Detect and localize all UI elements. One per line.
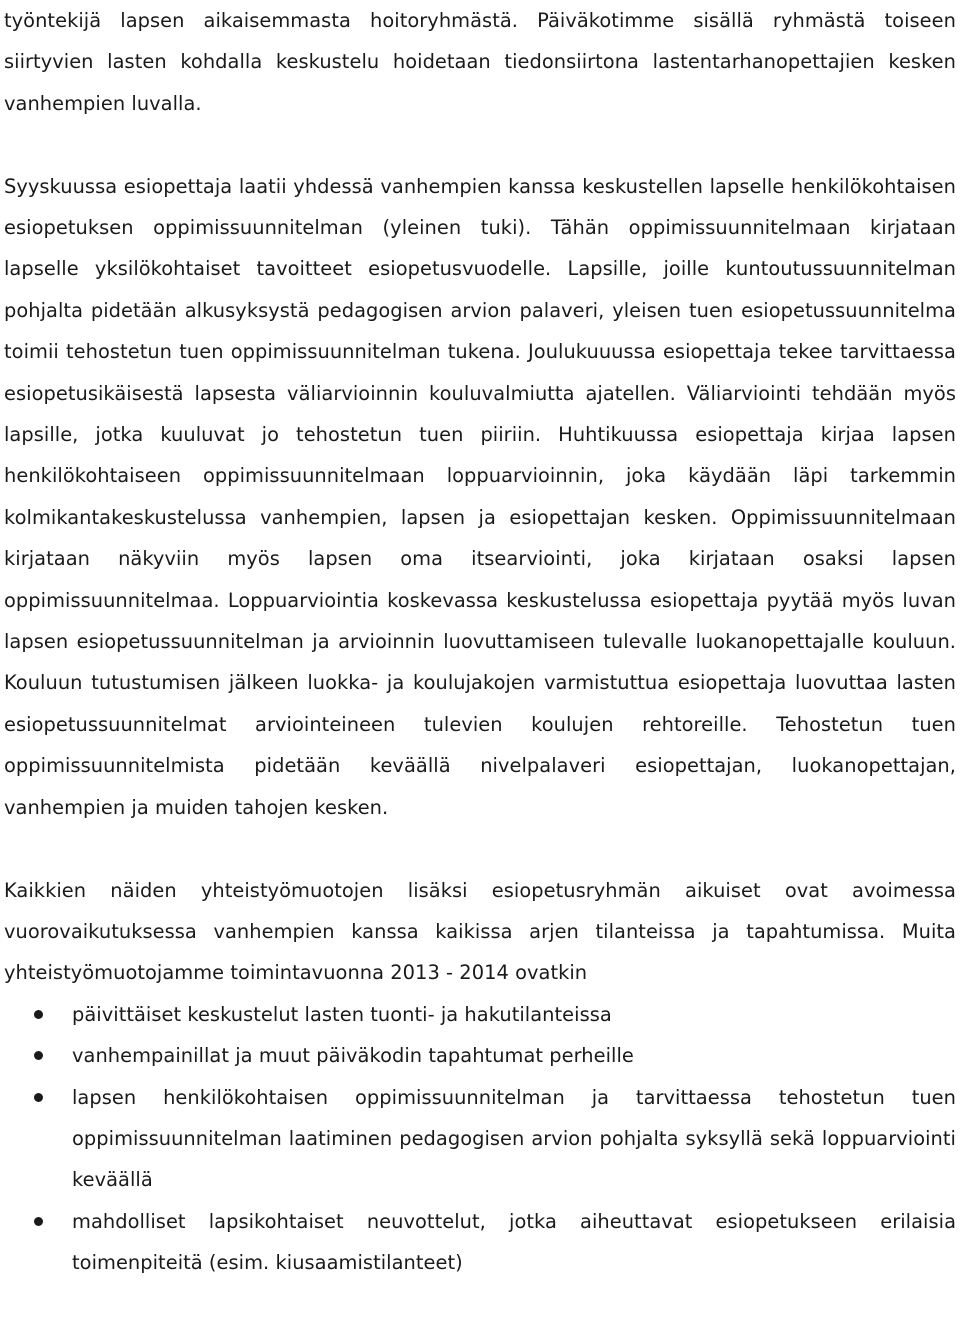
cooperation-forms-list [4, 994, 956, 1284]
list-item [4, 1035, 956, 1076]
list-item-text: mahdolliset lapsikohtaiset neuvottelut, jotka aiheuttavat esiopetukseen erilaisia toimenpiteitä (esim. kiusaamistilanteet) [72, 1209, 956, 1275]
list-item-text: päivittäiset keskustelut lasten tuonti- ja hakutilanteissa [72, 1002, 612, 1026]
paragraph-transition: työntekijä lapsen aikaisemmasta hoitoryhmästä. Päiväkotimme sisällä ryhmästä toiseen siirtyvien lasten kohdalla keskustelu hoidetaan tiedonsiirtona lastentarhanopettajien kesken vanhempien luvalla. [4, 9, 956, 115]
bullet-icon [34, 1093, 43, 1102]
paragraph-preschool-plan: Syyskuussa esiopettaja laatii yhdessä vanhempien kanssa keskustellen lapselle henkilökohtaisen esiopetuksen oppimissuunnitelman (yleinen tuki). Tähän oppimissuunnitelmaan kirjataan lapselle yksilökohtaiset tavoitteet esiopetusvuodelle. Lapsille, joille kuntoutussuunnitelman pohjalta pidetään alkusyksystä pedagogisen arvion palaveri, yleisen tuen esiopetussuunnitelma toimii tehostetun tuen oppimissuunnitelman tukena. Joulukuuussa esiopettaja tekee tarvittaessa esiopetusikäisestä lapsesta väliarvioinnin kouluvalmiutta ajatellen. Väliarviointi tehdään myös lapsille, jotka kuuluvat jo tehostetun tuen piiriin. Huhtikuussa esiopettaja kirjaa lapsen henkilökohtaiseen oppimissuunnitelmaan loppuarvioinnin, joka käydään läpi tarkemmin kolmikantakeskustelussa vanhempien, lapsen ja esiopettajan kesken. Oppimissuunnitelmaan kirjataan näkyviin myös lapsen oma itsearviointi, joka kirjataan osaksi lapsen oppimissuunnitelmaa. Loppuarviointia koskevassa keskustelussa esiopettaja pyytää myös luvan lapsen esiopetussuunnitelman ja arvioinnin luovuttamiseen tulevalle luokanopettajalle kouluun. Kouluun tutustumisen jälkeen luokka- ja koulujakojen varmistuttua esiopettaja luovuttaa lasten esiopetussuunnitelmat arviointeineen tulevien koulujen rehtoreille. Tehostetun tuen oppimissuunnitelmista pidetään keväällä nivelpalaveri esiopettajan, luokanopettajan, vanhempien ja muiden tahojen kesken. [4, 174, 956, 819]
list-item-text: vanhempainillat ja muut päiväkodin tapahtumat perheille [72, 1044, 634, 1068]
paragraph-gap [4, 124, 956, 165]
list-item-text: lapsen henkilökohtaisen oppimissuunnitelman ja tarvittaessa tehostetun tuen oppimissuunnitelman laatiminen pedagogisen arvion pohjalta syksyllä sekä loppuarviointi keväällä [72, 1085, 956, 1192]
bullet-icon [34, 1010, 43, 1019]
list-item [4, 1201, 956, 1284]
bullet-icon [34, 1217, 43, 1226]
document-page [4, 0, 956, 1284]
bullet-icon [34, 1051, 43, 1060]
paragraph-gap [4, 828, 956, 869]
paragraph-cooperation: Kaikkien näiden yhteistyömuotojen lisäksi esiopetusryhmän aikuiset ovat avoimessa vuorovaikutuksessa vanhempien kanssa kaikissa arjen tilanteissa ja tapahtumissa. Muita yhteistyömuotojamme toimintavuonna 2013 - 2014 ovatkin [4, 878, 956, 985]
list-item [4, 1077, 956, 1201]
list-item [4, 994, 956, 1035]
